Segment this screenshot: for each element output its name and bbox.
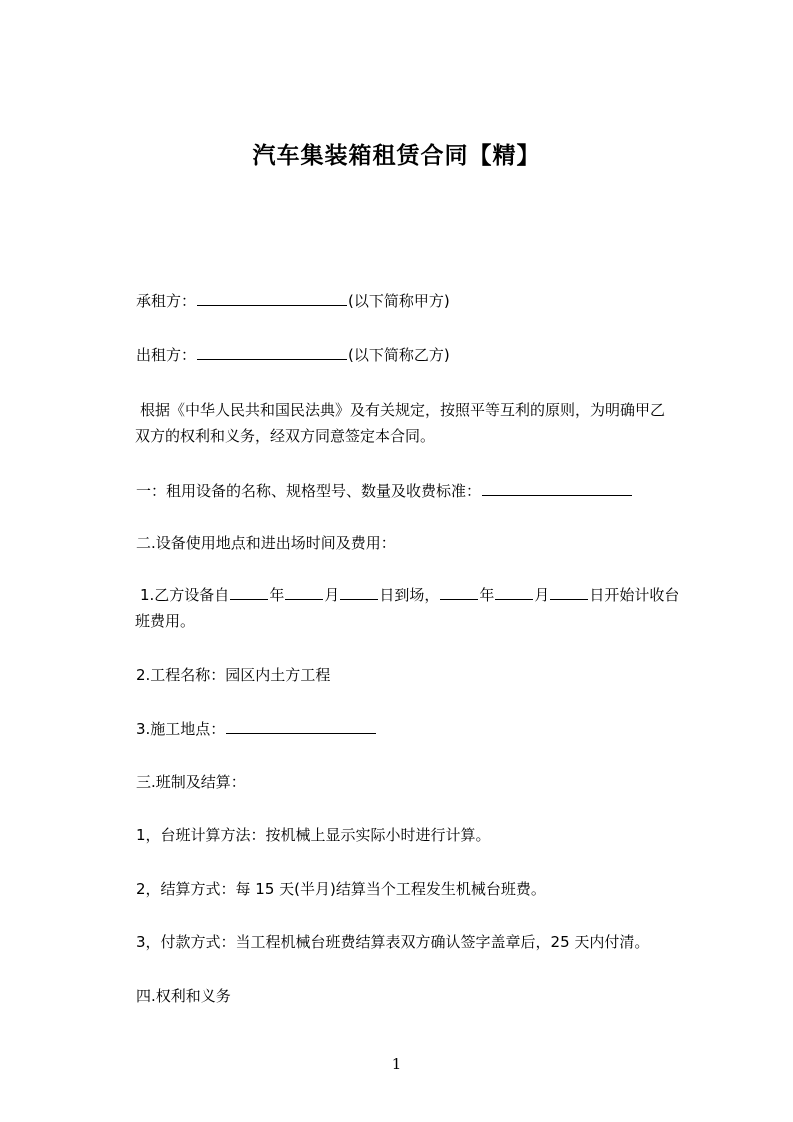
party-b-suffix: (以下简称乙方): [348, 346, 450, 364]
section-1-blank: [482, 479, 632, 496]
party-b-label: 出租方：: [136, 346, 197, 364]
day-blank-1: [340, 583, 378, 600]
item-2-3-label: 3.施工地点：: [136, 720, 226, 738]
site-blank: [226, 717, 376, 734]
party-a-suffix: (以下简称甲方): [348, 292, 450, 310]
section-1-text: 一：租用设备的名称、规格型号、数量及收费标准：: [136, 482, 482, 500]
item-2-1-line-2: 班费用。: [135, 612, 196, 630]
party-a-line: [136, 288, 716, 314]
item-3-1: 1，台班计算方法：按机械上显示实际小时进行计算。: [136, 826, 491, 844]
month-label-1: 月: [324, 586, 340, 604]
preamble-line-2: 双方的权利和义务，经双方同意签定本合同。: [135, 427, 436, 445]
item-3-2: 2，结算方式：每 15 天(半月)结算当个工程发生机械台班费。: [136, 880, 546, 898]
year-label-2: 年: [479, 586, 495, 604]
preamble-line-1: 根据《中华人民共和国民法典》及有关规定，按照平等互利的原则，为明确甲乙: [140, 401, 666, 419]
party-a-label: 承租方：: [136, 292, 197, 310]
party-b-line: [136, 342, 716, 368]
year-blank-2: [440, 583, 478, 600]
day-label-2: 日开始计收台: [589, 586, 680, 604]
party-b-blank: [197, 343, 347, 360]
section-1-line: [136, 478, 716, 504]
section-2-heading: 二.设备使用地点和进出场时间及费用：: [136, 534, 396, 552]
page-number: 1: [391, 1055, 402, 1073]
year-label-1: 年: [269, 586, 285, 604]
month-blank-2: [495, 583, 533, 600]
item-2-3-line: [136, 716, 716, 742]
document-title: 汽车集装箱租赁合同【精】: [252, 143, 541, 169]
party-a-blank: [197, 289, 347, 306]
month-blank-1: [285, 583, 323, 600]
section-4-heading: 四.权利和义务: [136, 987, 231, 1005]
day-blank-2: [550, 583, 588, 600]
preamble-paragraph: [136, 397, 716, 449]
item-2-1-paragraph: [136, 582, 716, 634]
year-blank-1: [230, 583, 268, 600]
item-2-1-prefix: 1.乙方设备自: [140, 586, 230, 604]
item-2-2: 2.工程名称：园区内土方工程: [136, 666, 331, 684]
section-3-heading: 三.班制及结算：: [136, 773, 246, 791]
month-label-2: 月: [534, 586, 550, 604]
item-3-3: 3，付款方式：当工程机械台班费结算表双方确认签字盖章后，25 天内付清。: [136, 933, 650, 951]
day-label-1: 日到场，: [379, 586, 440, 604]
